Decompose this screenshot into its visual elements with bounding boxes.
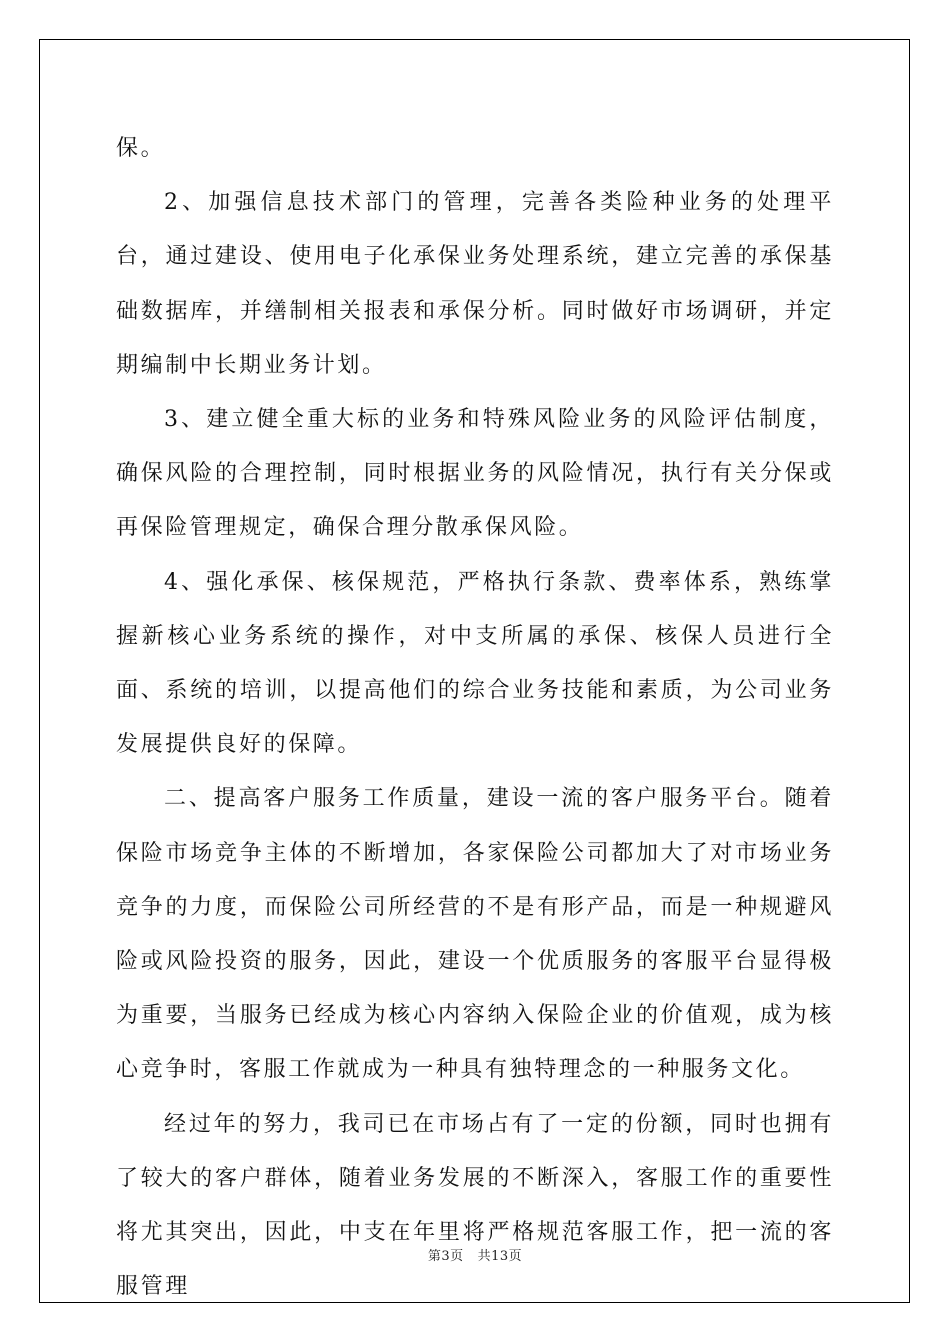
paragraph-item-2: 2、加强信息技术部门的管理，完善各类险种业务的处理平台，通过建设、使用电子化承保业务处理系统，建立完善的承保基础数据库，并缮制相关报表和承保分析。同时做好市场调研，并定期编制中长期业务计划。: [116, 190, 834, 378]
paragraph-progress: 经过年的努力，我司已在市场占有了一定的份额，同时也拥有了较大的客户群体，随着业务发展的不断深入，客服工作的重要性将尤其突出，因此，中支在年里将严格规范客服工作，把一流的客服管理: [116, 1111, 834, 1300]
page-total: 共13页: [477, 1249, 523, 1264]
paragraph-section-2: 二、提高客户服务工作质量，建设一流的客户服务平台。随着保险市场竞争主体的不断增加，各家保险公司都加大了对市场业务竞争的力度，而保险公司所经营的不是有形产品，而是一种规避风险或风险投资的服务，因此，建设一个优质服务的客服平台显得极为重要，当服务已经成为核心内容纳入保险企业的价值观，成为核心竞争时，客服工作就成为一种具有独特理念的一种服务文化。: [116, 786, 834, 1083]
page-footer: [0, 1245, 950, 1264]
paragraph-continuation: 保。: [116, 136, 166, 161]
page-number: 第3页: [427, 1249, 464, 1264]
paragraph-item-3: 3、建立健全重大标的业务和特殊风险业务的风险评估制度，确保风险的合理控制，同时根据业务的风险情况，执行有关分保或再保险管理规定，确保合理分散承保风险。: [116, 407, 834, 541]
paragraph-item-4: 4、强化承保、核保规范，严格执行条款、费率体系，熟练掌握新核心业务系统的操作，对中支所属的承保、核保人员进行全面、系统的培训，以提高他们的综合业务技能和素质，为公司业务发展提供良好的保障。: [116, 569, 834, 758]
document-body: [116, 122, 834, 1314]
